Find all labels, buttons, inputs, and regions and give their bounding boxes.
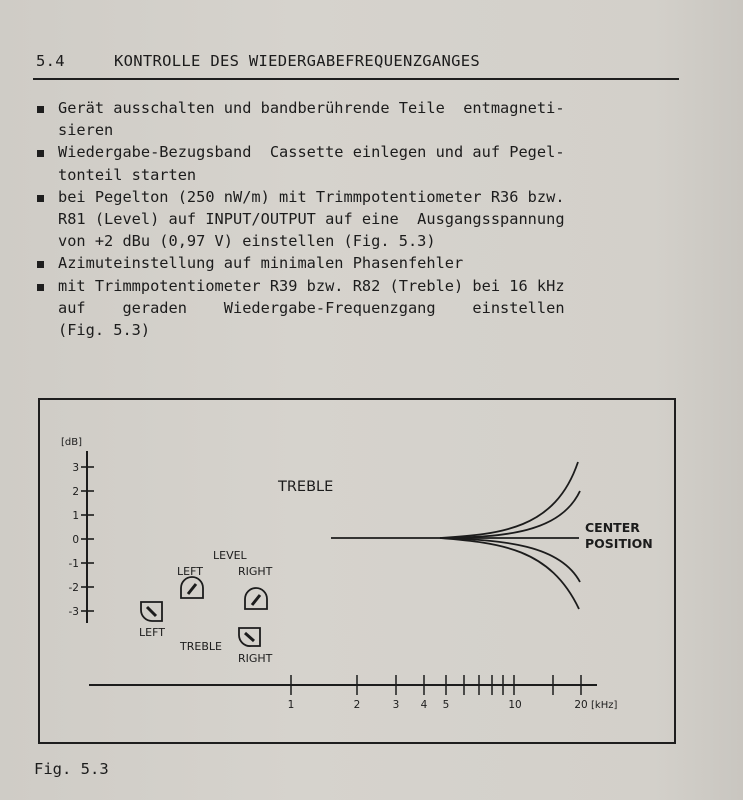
y-axis-labels [69, 462, 79, 618]
y-axis-unit: [dB] [61, 437, 83, 448]
level-label: LEVEL [213, 549, 247, 562]
instruction-item: Gerät ausschalten und bandberührende Teile entmagneti- sieren [36, 97, 686, 141]
level-left-label: LEFT [177, 565, 203, 578]
svg-text:2: 2 [72, 486, 79, 498]
figure-caption: Fig. 5.3 [34, 760, 109, 778]
svg-text:20: 20 [574, 699, 588, 711]
treble-right-trimmer-icon [239, 628, 260, 646]
instruction-item: Wiedergabe-Bezugsband Cassette einlegen und auf Pegel- tonteil starten [36, 141, 686, 185]
treble-max-curve [440, 462, 578, 538]
svg-text:10: 10 [508, 699, 522, 711]
instruction-item: bei Pegelton (250 nW/m) mit Trimmpotentiometer R36 bzw. R81 (Level) auf INPUT/OUTPUT auf eine Ausgangsspannung von +2 dBu (0,97 V) einstellen (Fig. 5.3) [36, 186, 686, 253]
treble-right-label: RIGHT [238, 652, 273, 665]
section-title: KONTROLLE DES WIEDERGABEFREQUENZGANGES [114, 52, 481, 70]
svg-text:3: 3 [72, 462, 79, 474]
instruction-item: Azimuteinstellung auf minimalen Phasenfehler [36, 252, 686, 274]
level-left-trimmer-icon [181, 577, 203, 598]
svg-text:2: 2 [353, 699, 361, 711]
svg-text:4: 4 [420, 699, 428, 711]
treble-min-curve [440, 538, 579, 609]
svg-text:-2: -2 [68, 582, 79, 594]
section-number: 5.4 [36, 52, 65, 70]
treble-label: TREBLE [180, 640, 222, 653]
svg-text:1: 1 [287, 699, 295, 711]
svg-text:0: 0 [72, 534, 79, 546]
instruction-item: mit Trimmpotentiometer R39 bzw. R82 (Treble) bei 16 kHz auf geraden Wiedergabe-Frequenzgang einstellen (Fig. 5.3) [36, 275, 686, 342]
treble-curves [331, 462, 580, 609]
center-label-2: POSITION [585, 536, 653, 551]
svg-text:1: 1 [72, 510, 79, 522]
svg-text:-3: -3 [68, 606, 79, 618]
figure-title: TREBLE [278, 479, 334, 495]
treble-minus-curve [440, 538, 580, 582]
svg-text:-1: -1 [68, 558, 79, 570]
treble-left-trimmer-icon [141, 602, 162, 621]
level-right-trimmer-icon [245, 588, 267, 609]
x-axis-labels [288, 699, 588, 711]
level-right-label: RIGHT [238, 565, 273, 578]
treble-left-label: LEFT [139, 626, 165, 639]
x-axis-unit: [kHz] [591, 700, 618, 711]
center-label-1: CENTER [585, 520, 640, 535]
svg-text:3: 3 [392, 699, 400, 711]
svg-text:5: 5 [442, 699, 450, 711]
